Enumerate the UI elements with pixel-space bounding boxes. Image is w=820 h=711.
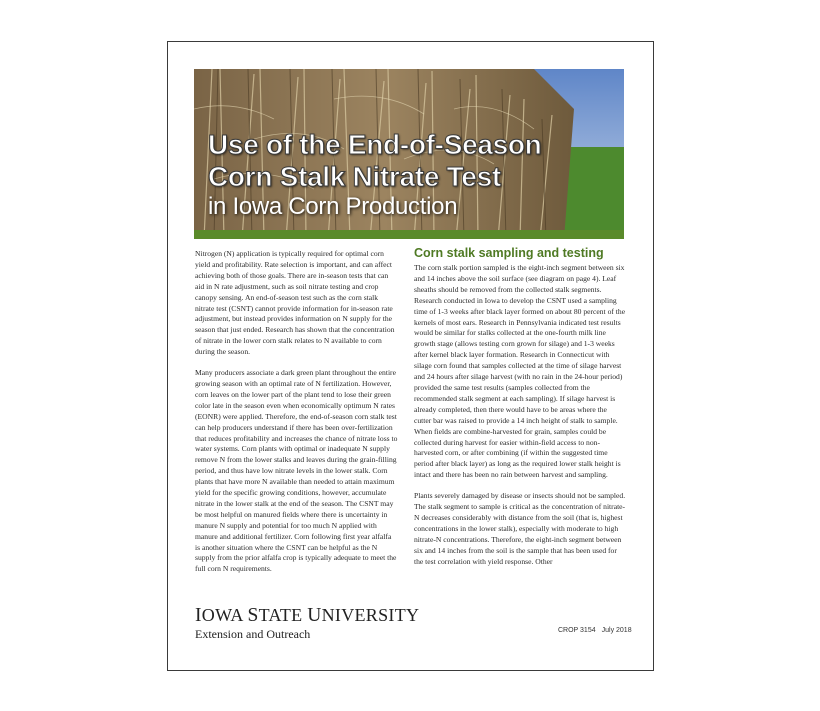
producers-paragraph: Many producers associate a dark green plant throughout the entire growing season with an optimal rate of N fertilization. However, corn leaves on the lower part of the plant tend to lose their green color late in the season even when economically optimum N rates (EONR) were applied. Therefore, the end-of-season corn stalk test can help producers understand if there has been over-fertilization that reduces profitability and increases the chance of nitrate loss to water systems. Corn plants with optimal or inadequate N supply remove N from the lower stalks and leaves during the grain-filling period, and thus have low nitrate levels in the lower stalk. Corn plants that have more N available than needed to attain maximum yield for the specific growing conditions, however, accumulate nitrate in the lower stalk at the end of the season. The CSNT may be most helpful on manured fields where there is uncertainty in manure N supply and potential for too much N applied with manure and additional fertilizer. Corn following first year alfalfa is another situation where the CSNT can be helpful as the N supply from the prior alfalfa crop is typically adequate to meet the full corn N requirements. (195, 368, 398, 574)
document-page (167, 41, 654, 671)
damage-paragraph: Plants severely damaged by disease or insects should not be sampled. The stalk segment to sample is critical as the concentration of nitrate-N decreases considerably with distance from the soil (that is, highest concentrations in the lower stalk), especially with moderate to high nitrate-N concentrations. Therefore, the eight-inch segment between six and 14 inches from the soil is the sample that has been used for the test correlation with yield response. Other (414, 491, 626, 566)
left-column (195, 249, 398, 585)
university-name: IOWA STATE UNIVERSITY (195, 605, 420, 626)
university-wordmark (195, 606, 419, 641)
banner-green-stripe (194, 230, 624, 239)
section-heading: Corn stalk sampling and testing (414, 246, 604, 260)
publication-date: July 2018 (601, 627, 632, 634)
title-banner (194, 69, 624, 239)
sampling-paragraph: The corn stalk portion sampled is the eight-inch segment between six and 14 inches above the soil surface (see diagram on page 4). Leaf sheaths should be removed from the collected stalk segments. Research conducted in Iowa to develop the CSNT used a sampling time of 1-3 weeks after black layer formed on about 80 percent of the kernels of most ears. Research in Pennsylvania indicated test results would be similar for stalks collected at the one-fourth milk line growth stage (allows testing corn grown for silage) and 1-3 weeks after kernel black layer formation. Research in Connecticut with silage corn found that samples collected at the time of silage harvest and 24 hours after silage harvest (with no rain in the 24-hour period) provided the same test results (samples collected from the recommended stalk segment at each sampling). If silage harvest is already completed, then there would have to be areas where the cutter bar was raised to provide a 14 inch height of stalk to sample. When fields are combine-harvested for grain, samples could be collected during harvest for easier within-field access to non-harvested corn, or after combining (if within the suggested time period after black layer) as long as the required lower stalk height is intact and there has been no rain between harvest and sampling. (414, 263, 626, 480)
right-column (414, 246, 626, 577)
publication-info (558, 627, 632, 634)
title-line-2: Corn Stalk Nitrate Test (208, 161, 501, 192)
title-line-3: in Iowa Corn Production (208, 193, 458, 220)
title-line-1: Use of the End-of-Season (208, 129, 542, 160)
extension-unit: Extension and Outreach (195, 627, 311, 641)
publication-code: CROP 3154 (558, 627, 596, 634)
intro-paragraph: Nitrogen (N) application is typically required for optimal corn yield and profitability. Rate selection is important, and can affect achieving both of those goals. There are in-season tests that can aid in N rate adjustment, such as soil nitrate testing and crop canopy sensing. An end-of-season test such as the corn stalk nitrate test (CSNT) cannot provide information for in-season rate adjustment, but instead provides information on N supply for the season that just ended. Research has shown that the concentration of nitrate in the lower corn stalk relates to N available to corn during the season. (195, 249, 395, 357)
